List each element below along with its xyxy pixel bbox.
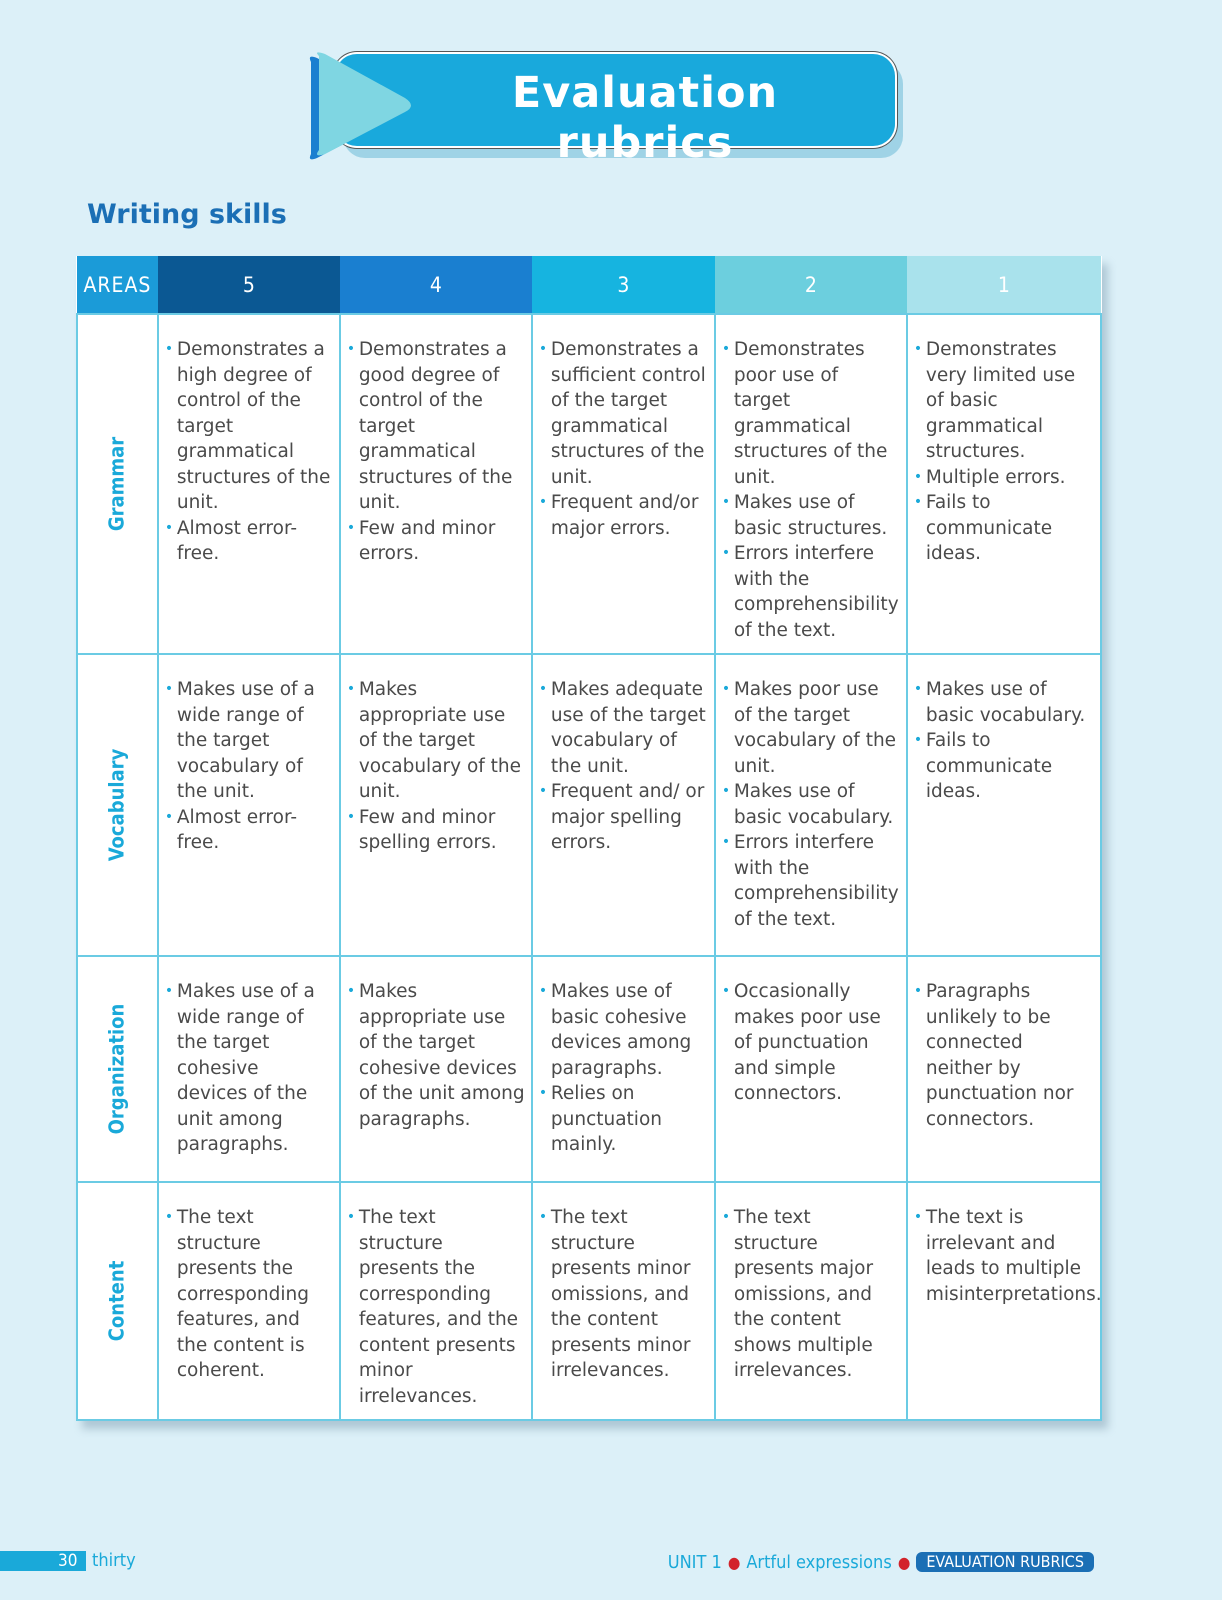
rubric-cell — [907, 1182, 1101, 1420]
title-banner — [305, 50, 905, 168]
rubric-table-container — [76, 256, 1102, 1421]
criteria-item: • Makes appropriate use of the target cohesive devices of the unit among paragraphs. — [347, 979, 525, 1132]
criteria-item: • Frequent and/ or major spelling errors. — [539, 779, 708, 856]
criteria-list — [914, 337, 1094, 567]
rubric-cell — [532, 1182, 715, 1420]
rubric-cell — [340, 956, 532, 1182]
criteria-list — [539, 1205, 708, 1384]
bullet-dot-icon: ● — [897, 1552, 911, 1572]
rubric-cell — [715, 1182, 907, 1420]
criteria-item: • The text is irrelevant and leads to multiple misinterpretations. — [914, 1205, 1094, 1307]
criteria-list — [539, 979, 708, 1158]
criteria-item: • Errors interfere with the comprehensibility of the text. — [722, 830, 900, 932]
area-label: Content — [104, 1260, 129, 1342]
bullet-dot-icon: ● — [727, 1552, 741, 1572]
criteria-list — [914, 677, 1094, 805]
rubric-cell — [715, 654, 907, 956]
criteria-list — [347, 979, 525, 1132]
criteria-item: • The text structure presents the corresponding features, and the content is coherent. — [165, 1205, 333, 1384]
rubric-cell — [158, 956, 340, 1182]
criteria-item: • Occasionally makes poor use of punctuation and simple connectors. — [722, 979, 900, 1107]
criteria-list — [914, 1205, 1102, 1307]
criteria-item: • Makes poor use of the target vocabulary of the unit. — [722, 677, 900, 779]
area-label: Grammar — [104, 436, 129, 532]
criteria-list — [722, 677, 900, 932]
criteria-item: • Makes adequate use of the target vocabulary of the unit. — [539, 677, 708, 779]
criteria-item: • Fails to communicate ideas. — [914, 728, 1094, 805]
criteria-list — [165, 1205, 333, 1384]
rubric-cell — [532, 654, 715, 956]
criteria-item: • Almost error-free. — [165, 516, 333, 567]
play-arrow-icon — [305, 50, 425, 165]
criteria-list — [165, 979, 333, 1158]
criteria-item: • Few and minor spelling errors. — [347, 805, 525, 856]
area-cell — [77, 654, 158, 956]
criteria-item: • Makes use of a wide range of the target vocabulary of the unit. — [165, 677, 333, 805]
criteria-list — [165, 677, 333, 856]
rubric-cell — [907, 956, 1101, 1182]
criteria-list — [539, 677, 708, 856]
rubric-cell — [158, 1182, 340, 1420]
criteria-list — [347, 677, 525, 856]
header-score-3: 3 — [532, 256, 715, 314]
footer-unit: UNIT 1 — [667, 1551, 722, 1573]
header-score-4: 4 — [340, 256, 532, 314]
criteria-item: • Makes appropriate use of the target vocabulary of the unit. — [347, 677, 525, 805]
criteria-item: • Few and minor errors. — [347, 516, 525, 567]
criteria-list — [722, 337, 900, 643]
rubric-table — [76, 256, 1102, 1421]
area-label: Organization — [104, 1003, 129, 1135]
footer-section-tag: EVALUATION RUBRICS — [916, 1552, 1094, 1572]
criteria-item: • Makes use of a wide range of the target cohesive devices of the unit among paragraphs. — [165, 979, 333, 1158]
criteria-item: • The text structure presents the corresponding features, and the content presents minor irrelevances. — [347, 1205, 525, 1409]
criteria-list — [539, 337, 708, 541]
criteria-item: • Makes use of basic vocabulary. — [722, 779, 900, 830]
page-title: Evaluation rubrics — [511, 68, 779, 168]
criteria-item: • Demonstrates very limited use of basic grammatical structures. — [914, 337, 1094, 465]
area-cell — [77, 1182, 158, 1420]
rubric-cell — [715, 956, 907, 1182]
criteria-list — [165, 337, 333, 567]
header-areas: AREAS — [77, 256, 158, 314]
rubric-cell — [907, 654, 1101, 956]
criteria-item: • Frequent and/or major errors. — [539, 490, 708, 541]
header-score-5: 5 — [158, 256, 340, 314]
criteria-item: • Almost error-free. — [165, 805, 333, 856]
criteria-item: • Demonstrates poor use of target grammatical structures of the unit. — [722, 337, 900, 490]
footer-unit-title: Artful expressions — [746, 1551, 892, 1573]
criteria-item: • Paragraphs unlikely to be connected neither by punctuation nor connectors. — [914, 979, 1094, 1132]
table-row — [77, 314, 1101, 654]
criteria-item: • The text structure presents minor omissions, and the content presents minor irrelevances. — [539, 1205, 708, 1384]
criteria-item: • Makes use of basic structures. — [722, 490, 900, 541]
criteria-list — [722, 1205, 900, 1384]
criteria-item: • Errors interfere with the comprehensibility of the text. — [722, 541, 900, 643]
rubric-cell — [158, 314, 340, 654]
criteria-item: • Demonstrates a good degree of control of the target grammatical structures of the unit. — [347, 337, 525, 516]
page-number-word: thirty — [92, 1550, 136, 1571]
table-row — [77, 1182, 1101, 1420]
rubric-cell — [532, 956, 715, 1182]
rubric-cell — [907, 314, 1101, 654]
footer-breadcrumb — [668, 1551, 1094, 1573]
criteria-item: • The text structure presents major omissions, and the content shows multiple irrelevances. — [722, 1205, 900, 1384]
criteria-list — [347, 337, 525, 567]
header-score-2: 2 — [715, 256, 907, 314]
criteria-list — [722, 979, 900, 1107]
area-label: Vocabulary — [104, 748, 129, 862]
rubric-cell — [158, 654, 340, 956]
rubric-cell — [532, 314, 715, 654]
table-row — [77, 956, 1101, 1182]
rubric-cell — [340, 654, 532, 956]
area-cell — [77, 314, 158, 654]
criteria-list — [347, 1205, 525, 1409]
criteria-item: • Multiple errors. — [914, 465, 1094, 491]
criteria-item: • Makes use of basic vocabulary. — [914, 677, 1094, 728]
table-row — [77, 654, 1101, 956]
criteria-item: • Demonstrates a high degree of control of the target grammatical structures of the unit. — [165, 337, 333, 516]
criteria-item: • Demonstrates a sufficient control of the target grammatical structures of the unit. — [539, 337, 708, 490]
rubric-cell — [715, 314, 907, 654]
area-cell — [77, 956, 158, 1182]
criteria-item: • Relies on punctuation mainly. — [539, 1081, 708, 1158]
header-score-1: 1 — [907, 256, 1101, 314]
criteria-item: • Fails to communicate ideas. — [914, 490, 1094, 567]
criteria-item: • Makes use of basic cohesive devices among paragraphs. — [539, 979, 708, 1081]
criteria-list — [914, 979, 1094, 1132]
section-title: Writing skills — [87, 199, 287, 230]
rubric-cell — [340, 314, 532, 654]
header-row — [77, 256, 1101, 314]
page-number: 30 — [58, 1551, 78, 1571]
rubric-cell — [340, 1182, 532, 1420]
